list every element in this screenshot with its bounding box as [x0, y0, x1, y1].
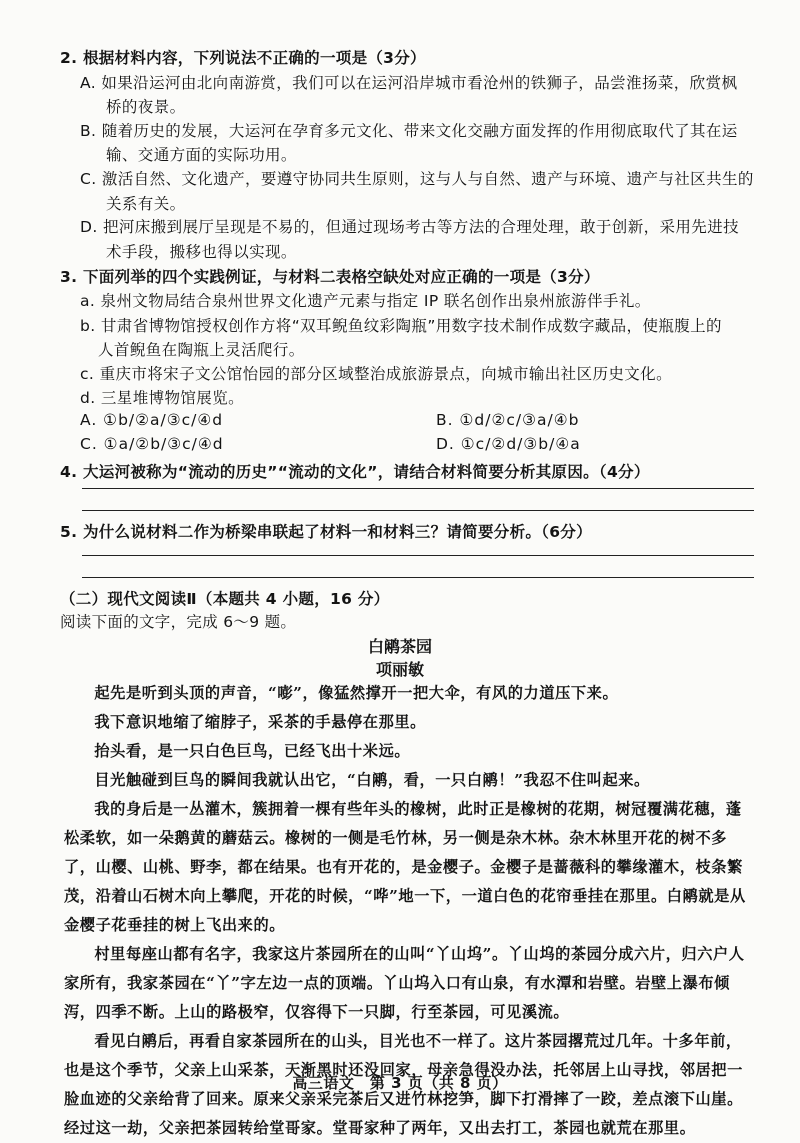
article-paragraph: 目光触碰到巨鸟的瞬间我就认出它，“白鹇，看，一只白鹇！”我忍不住叫起来。 [94, 771, 650, 789]
q3-choice-c[interactable]: C. ①a/②b/③c/④d [80, 435, 224, 453]
article-title: 白鹇茶园 [367, 637, 432, 656]
article-paragraph: 村里每座山都有名字，我家这片茶园所在的山叫“丫山坞”。丫山坞的茶园分成六片，归六户人家所有，我家茶园在“丫”字左边一点的顶端。丫山坞入口有山泉，有水潭和岩壁。岩壁上瀑布倾泻，四季不断。上山的路极窄，仅容得下一只脚，行至茶园，可见溪流。 [64, 945, 745, 1021]
article-paragraph: 看见白鹇后，再看自家茶园所在的山头，目光也不一样了。这片茶园撂荒过几年。十多年前，也是这个季节，父亲上山采茶，天渐黑时还没回家，母亲急得没办法，托邻居上山寻找，邻居把一脸血迹的父亲给背了回来。原来父亲采完茶后又进竹林挖笋，脚下打滑摔了一跤，差点滚下山崖。经过这一劫，父亲把茶园转给堂哥家。堂哥家种了两年，又出去打工，茶园也就荒在那里。 [64, 1032, 743, 1137]
article-paragraph: 起先是听到头顶的声音，“嘭”，像猛然撑开一把大伞，有风的力道压下来。 [94, 684, 619, 702]
q4-answer-line-1[interactable] [82, 488, 754, 489]
q3-example-c: c. 重庆市将宋子文公馆怡园的部分区域整治成旅游景点，向城市输出社区历史文化。 [80, 365, 672, 383]
question-5-stem: 5. 为什么说材料二作为桥梁串联起了材料一和材料三？请简要分析。（6分） [60, 523, 592, 541]
page-footer: 高三语文 第 3 页（共 8 页） [292, 1074, 508, 1092]
q2-option-c: C. 激活自然、文化遗产，要遵守协同共生原则，这与人与自然、遗产与环境、遗产与社区共生的 [80, 170, 754, 188]
q2-option-d: D. 把河床搬到展厅呈现是不易的，但通过现场考古等方法的合理处理，敢于创新，采用先进技 [80, 218, 739, 236]
question-4-stem: 4. 大运河被称为“流动的历史”“流动的文化”，请结合材料简要分析其原因。（4分） [60, 463, 650, 481]
article-author: 项丽敏 [375, 660, 424, 679]
q5-answer-line-2[interactable] [82, 577, 754, 578]
section-heading: （二）现代文阅读Ⅱ（本题共 4 小题，16 分） [60, 590, 390, 608]
question-2-stem: 2. 根据材料内容，下列说法不正确的一项是（3分） [60, 49, 426, 67]
question-3-stem: 3. 下面列举的四个实践例证，与材料二表格空缺处对应正确的一项是（3分） [60, 268, 600, 286]
q3-example-d: d. 三星堆博物馆展览。 [80, 389, 244, 407]
q3-example-b: b. 甘肃省博物馆授权创作方将“双耳鲵鱼纹彩陶瓶”用数字技术制作成数字藏品，使瓶腹上的 [80, 317, 722, 335]
q2-option-a: A. 如果沿运河由北向南游赏，我们可以在运河沿岸城市看沧州的铁狮子，品尝淮扬菜，欣赏枫 [80, 74, 738, 92]
q5-answer-line-1[interactable] [82, 555, 754, 556]
section-instruction: 阅读下面的文字，完成 6～9 题。 [60, 613, 297, 631]
q3-choice-d[interactable]: D. ①c/②d/③b/④a [436, 435, 581, 453]
q3-choice-a[interactable]: A. ①b/②a/③c/④d [80, 411, 224, 429]
q2-option-b: B. 随着历史的发展，大运河在孕育多元文化、带来文化交融方面发挥的作用彻底取代了其在运 [80, 122, 738, 140]
article-paragraph: 抬头看，是一只白色巨鸟，已经飞出十米远。 [94, 742, 411, 760]
q2-option-c-cont: 关系有关。 [106, 195, 186, 213]
q3-example-a: a. 泉州文物局结合泉州世界文化遗产元素与指定 IP 联名创作出泉州旅游伴手礼。 [80, 292, 651, 310]
article-paragraph: 我的身后是一丛灌木，簇拥着一棵有些年头的橡树，此时正是橡树的花期，树冠覆满花穗，蓬松柔软，如一朵鹅黄的蘑菇云。橡树的一侧是毛竹林，另一侧是杂木林。杂木林里开花的树不多了，山樱、山桃、野李，都在结果。也有开花的，是金樱子。金樱子是蔷薇科的攀缘灌木，枝条繁茂，沿着山石树木向上攀爬，开花的时候，“哗”地一下，一道白色的花帘垂挂在那里。白鹇就是从金樱子花垂挂的树上飞出来的。 [64, 800, 746, 934]
q3-choice-b[interactable]: B. ①d/②c/③a/④b [436, 411, 580, 429]
q2-option-b-cont: 输、交通方面的实际功用。 [106, 146, 297, 164]
q2-option-a-cont: 桥的夜景。 [106, 98, 186, 116]
q4-answer-line-2[interactable] [82, 510, 754, 511]
article-paragraph: 我下意识地缩了缩脖子，采茶的手悬停在那里。 [94, 713, 426, 731]
q3-example-b-cont: 人首鲵鱼在陶瓶上灵活爬行。 [98, 341, 305, 359]
q2-option-d-cont: 术手段，搬移也得以实现。 [106, 243, 297, 261]
